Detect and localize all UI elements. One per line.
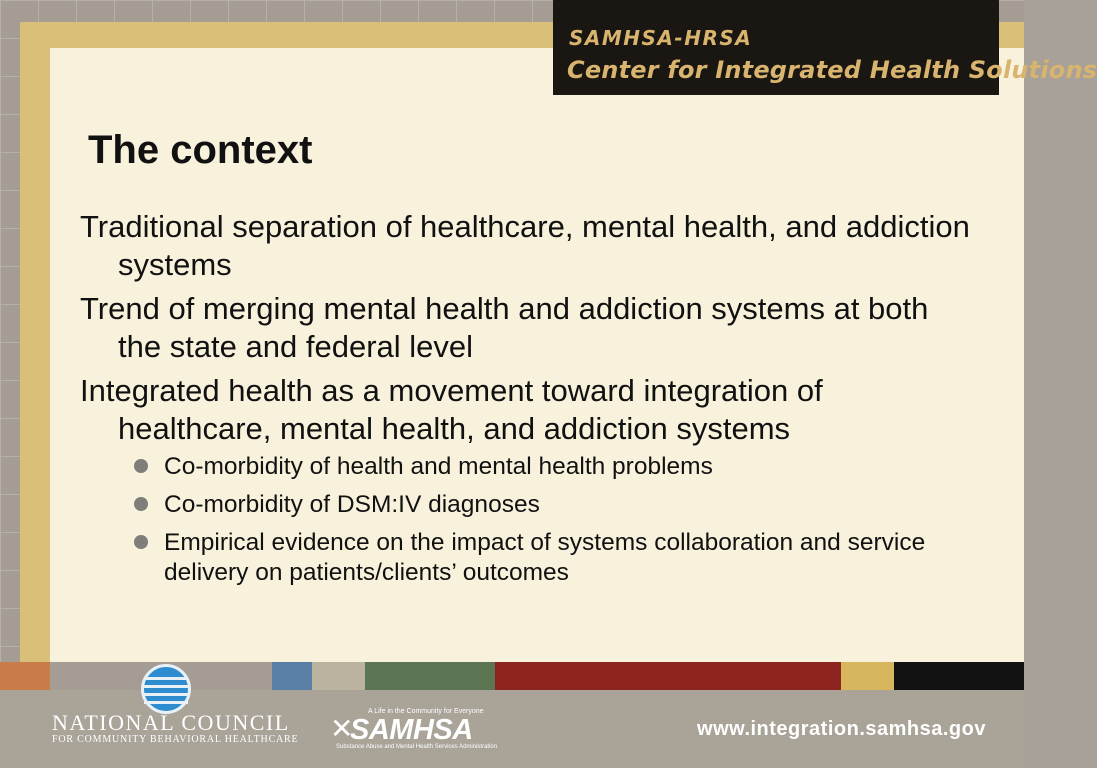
strip-segment: [495, 662, 841, 690]
bullet-item: Trend of merging mental health and addiction systems at both the state and federal level: [80, 291, 929, 364]
brand-header: [553, 0, 1097, 95]
sub-bullet-item: [118, 528, 980, 588]
footer: [0, 690, 1024, 768]
national-council-name: NATIONAL COUNCIL: [52, 710, 290, 735]
bullet-list: [80, 208, 980, 596]
brand-line2: Center for Integrated Health Solutions: [567, 56, 1097, 84]
sub-bullet-list: [118, 452, 980, 588]
strip-segment: [894, 662, 1024, 690]
sub-bullet-item: [118, 452, 980, 482]
samhsa-tagline: A Life in the Community for Everyone: [368, 708, 484, 715]
bullet-text: Integrated health as a movement toward integration of healthcare, mental health, and addiction systems: [80, 373, 823, 446]
sub-bullet-text: Co-morbidity of DSM:IV diagnoses: [164, 491, 540, 518]
slide-title: The context: [88, 128, 313, 172]
sub-bullet-text: Empirical evidence on the impact of systems collaboration and service delivery on patients/clients’ outcomes: [164, 529, 926, 586]
strip-segment: [0, 662, 50, 690]
samhsa-logo-text: SAMHSA: [350, 714, 473, 746]
bullet-dot-icon: [134, 497, 148, 511]
national-council-subtitle: FOR COMMUNITY BEHAVIORAL HEALTHCARE: [52, 734, 299, 745]
bullet-item: Traditional separation of healthcare, mental health, and addiction systems: [80, 209, 970, 282]
samhsa-figure-icon: ✕: [330, 713, 354, 744]
bullet-dot-icon: [134, 459, 148, 473]
sub-bullet-item: [118, 490, 980, 520]
sub-bullet-text: Co-morbidity of health and mental health problems: [164, 453, 713, 480]
samhsa-subtitle: Substance Abuse and Mental Health Services Administration: [336, 744, 498, 750]
bullet-item: [80, 372, 980, 588]
brand-line1: SAMHSA-HRSA: [569, 26, 753, 50]
strip-segment: [312, 662, 365, 690]
national-council-logo-icon: [141, 664, 191, 714]
website-url: www.integration.samhsa.gov: [697, 718, 986, 740]
strip-segment: [272, 662, 312, 690]
bullet-dot-icon: [134, 535, 148, 549]
strip-segment: [365, 662, 495, 690]
strip-segment: [841, 662, 894, 690]
